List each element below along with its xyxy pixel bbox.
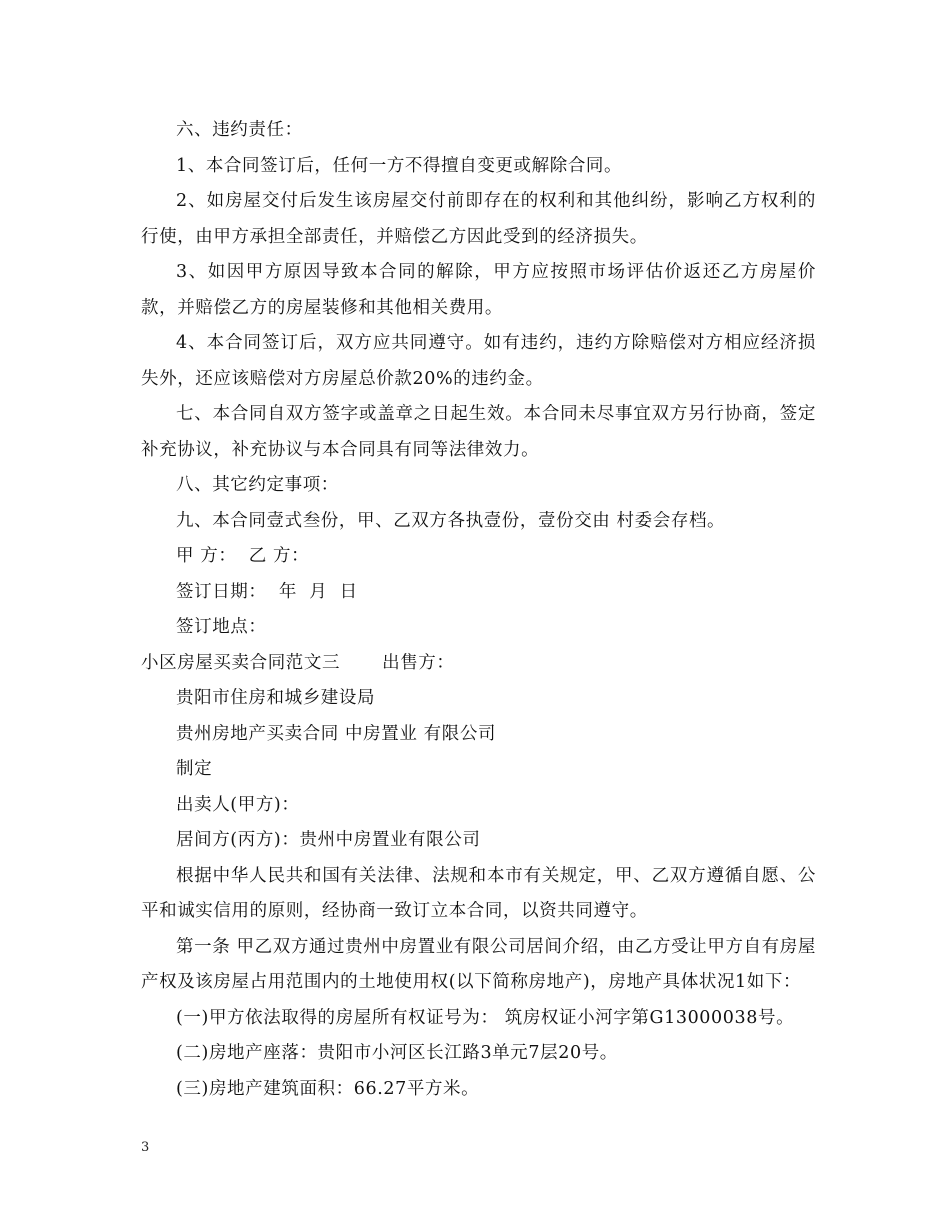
section-heading-breach-liability: 六、违约责任： [176, 120, 303, 140]
contract-title-line: 贵州房地产买卖合同 中房置业 有限公司 [176, 723, 497, 744]
signing-place-line: 签订地点： [176, 617, 267, 637]
clause-paragraph: 2、如房屋交付后发生该房屋交付前即存在的权利和其他纠纷，影响乙方权利的行使，由甲方承担全部责任，并赔偿乙方因此受到的经济损失。 [141, 191, 816, 247]
page-number: 3 [141, 1140, 150, 1155]
signing-date-line: 签订日期： 年 月 日 [176, 581, 358, 602]
signature-parties-line: 甲 方： 乙 方： [176, 546, 310, 566]
issuer-line: 贵阳市住房和城乡建设局 [176, 688, 376, 708]
clause-paragraph: 九、本合同壹式叁份，甲、乙双方各执壹份，壹份交由 村委会存档。 [176, 510, 726, 531]
property-item-line: (二)房地产座落：贵阳市小河区长江路3单元7层20号。 [176, 1043, 618, 1063]
section-title: 小区房屋买卖合同范文三 [141, 652, 341, 673]
clause-paragraph: 八、其它约定事项： [176, 475, 339, 495]
section-title-line [141, 646, 816, 682]
clause-paragraph: 七、本合同自双方签字或盖章之日起生效。本合同未尽事宜双方另行协商，签定补充协议，补充协议与本合同具有同等法律效力。 [141, 404, 816, 460]
issued-by-line: 制定 [176, 759, 213, 779]
intermediary-party-line: 居间方(丙方)：贵州中房置业有限公司 [176, 830, 481, 850]
preamble-paragraph: 根据中华人民共和国有关法律、法规和本市有关规定，甲、乙双方遵循自愿、公平和诚实信用的原则，经协商一致订立本合同，以资共同遵守。 [141, 865, 816, 921]
article-one-paragraph: 第一条 甲乙双方通过贵州中房置业有限公司居间介绍，由乙方受让甲方自有房屋产权及该房屋占用范围内的土地使用权(以下简称房地产)，房地产具体状况1如下： [141, 936, 816, 992]
seller-party-line: 出卖人(甲方)： [176, 794, 300, 815]
clause-paragraph: 4、本合同签订后，双方应共同遵守。如有违约，违约方除赔偿对方相应经济损失外，还应该赔偿对方房屋总价款20%的违约金。 [141, 333, 816, 389]
document-body [141, 113, 816, 1107]
seller-label: 出售方： [382, 652, 455, 673]
property-item-line: (一)甲方依法取得的房屋所有权证号为： 筑房权证小河字第G13000038号。 [176, 1007, 795, 1028]
property-item-line: (三)房地产建筑面积：66.27平方米。 [176, 1078, 480, 1099]
clause-paragraph: 1、本合同签订后，任何一方不得擅自变更或解除合同。 [176, 155, 623, 176]
clause-paragraph: 3、如因甲方原因导致本合同的解除，甲方应按照市场评估价返还乙方房屋价款，并赔偿乙方的房屋装修和其他相关费用。 [141, 262, 816, 318]
